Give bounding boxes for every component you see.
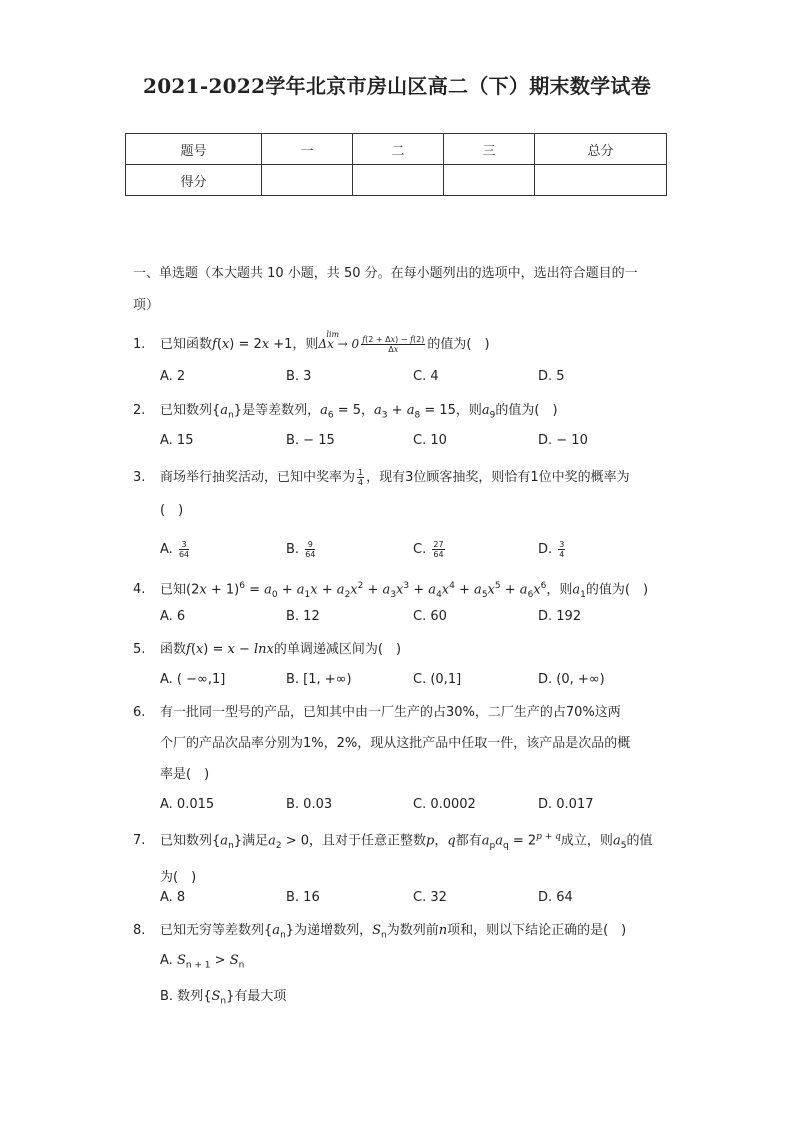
question-text: 的值为( ) <box>427 337 490 352</box>
question-text: 个厂的产品次品率分别为1%，2%，现从这批产品中任取一件，该产品是次品的概 <box>160 736 631 751</box>
option-d[interactable]: D. 64 <box>538 890 573 905</box>
score-cell[interactable] <box>535 165 667 196</box>
option-a[interactable]: A. ( −∞,1] <box>160 672 226 687</box>
question-8: 8. 已知无穷等差数列$\{a_n\}$为递增数列，$S_n$为数列前n项和，则以下结论正确的是( ) <box>133 915 663 952</box>
question-text: ，且对于任意正整数 <box>309 833 427 849</box>
question-text: ，则 <box>546 582 573 598</box>
question-text: 项和，则以下结论正确的是( ) <box>447 923 627 938</box>
question-text: 已知无穷等差数列 <box>160 923 265 938</box>
question-text: 是等差数列， <box>242 403 321 418</box>
options-4 <box>160 609 660 631</box>
option-a[interactable]: A. 6 <box>160 609 186 624</box>
option-c[interactable]: C. (0,1] <box>413 672 462 687</box>
option-d[interactable]: D. (0, +∞) <box>538 672 605 687</box>
question-number: 6. <box>133 705 146 720</box>
option-c[interactable]: C. $\frac{27}{64}$ <box>413 540 444 559</box>
row-label-cell: 得分 <box>126 165 262 196</box>
options-6 <box>160 797 660 819</box>
option-a[interactable]: A. 15 <box>160 433 194 448</box>
options-3 <box>160 540 660 562</box>
question-number: 1. <box>133 337 146 352</box>
question-7: 7. 已知数列$\{a_n\}$满足$a_2 > 0$，且对于任意正整数p，q都有$a_pa_q = 2^{p + q}$成立，则$a_5$的值 为( ) <box>133 822 663 893</box>
section-heading <box>133 258 663 322</box>
header-cell: 一 <box>262 134 353 165</box>
question-text: 有一批同一型号的产品，已知其中由一厂生产的占30%，二厂生产的占70%这两 <box>160 705 621 720</box>
question-text: 商场举行抽奖活动，已知中奖率为 <box>160 470 356 485</box>
question-text: ，则 <box>292 337 319 352</box>
option-d[interactable]: D. 0.017 <box>538 797 594 812</box>
question-text: 的值为( ) <box>495 403 558 418</box>
option-a[interactable]: A. 2 <box>160 369 186 384</box>
question-text: 已知数列 <box>160 403 213 418</box>
options-1 <box>160 369 660 391</box>
header-cell: 二 <box>353 134 444 165</box>
option-text: 有最大项 <box>234 989 287 1004</box>
question-text: 为( ) <box>160 869 197 885</box>
option-c[interactable]: C. 10 <box>413 433 447 448</box>
question-text: 的单调递减区间为( ) <box>273 642 402 657</box>
options-5 <box>160 672 660 694</box>
score-cell[interactable] <box>444 165 535 196</box>
question-text: 已知函数 <box>160 337 213 352</box>
question-2: 2. 已知数列$\{a_n\}$是等差数列，$a_6 = 5$，$a_3 + a_8 = 15$，则$a_9$的值为( ) <box>133 395 663 432</box>
question-text: 满足 <box>242 833 269 849</box>
score-cell[interactable] <box>262 165 353 196</box>
question-text: 率是( ) <box>160 767 210 782</box>
question-number: 3. <box>133 470 146 485</box>
option-c[interactable]: C. 4 <box>413 369 439 384</box>
option-a[interactable]: A. 8 <box>160 890 186 905</box>
question-text: ( ) <box>160 503 184 518</box>
question-text: 已知 <box>160 582 187 598</box>
question-text: 函数 <box>160 642 187 657</box>
option-a[interactable]: A. $\frac{3}{64}$ <box>160 540 190 559</box>
option-d[interactable]: D. 192 <box>538 609 582 624</box>
question-number: 5. <box>133 642 146 657</box>
option-b[interactable]: B. 12 <box>286 609 320 624</box>
question-number: 4. <box>133 582 146 598</box>
question-text: 的值 <box>626 833 653 849</box>
score-table-header-row <box>126 134 667 165</box>
options-2 <box>160 433 660 455</box>
question-5: 5. 函数f(x) = x − lnx的单调递减区间为( ) <box>133 634 663 665</box>
question-text: ，则 <box>455 403 482 418</box>
option-d[interactable]: D. − 10 <box>538 433 588 448</box>
option-d[interactable]: D. 5 <box>538 369 565 384</box>
question-text: 的值为( ) <box>585 582 649 598</box>
score-table-score-row <box>126 165 667 196</box>
option-c[interactable]: C. 0.0002 <box>413 797 476 812</box>
option-c[interactable]: C. 60 <box>413 609 447 624</box>
section-heading-line2: 项） <box>133 298 160 313</box>
option-a[interactable]: A. $S_{n + 1} > S_n$ <box>160 953 245 971</box>
question-text: 成立，则 <box>560 833 613 849</box>
option-b[interactable]: B. [1, +∞) <box>286 672 352 687</box>
question-number: 7. <box>133 833 146 849</box>
option-label: B. 数列 <box>160 989 204 1004</box>
question-1: 1. 已知函数f(x) = 2x +1，则 lim Δx → 0 $\frac{f(2 + \Delta x) - f(2)}{\Delta x}$ 的值为( ) <box>133 329 663 360</box>
question-4: 4. 已知$(2x + 1)^6 = a_0 + a_1x + a_2x^2 + a_3x^3 + a_4x^4 + a_5x^5 + a_6x^6$，则$a_1$的值为( ) <box>133 571 663 611</box>
option-b[interactable]: B. − 15 <box>286 433 335 448</box>
page-title: 2021-2022学年北京市房山区高二（下）期末数学试卷 <box>142 74 652 98</box>
section-heading-line1: 一、单选题（本大题共 10 小题，共 50 分。在每小题列出的选项中，选出符合题目的一 <box>133 266 638 281</box>
score-cell[interactable] <box>353 165 444 196</box>
question-text: 都有 <box>455 833 482 849</box>
score-table <box>125 133 667 196</box>
question-number: 2. <box>133 403 146 418</box>
header-cell: 题号 <box>126 134 262 165</box>
question-text: 已知数列 <box>160 833 213 849</box>
option-label: A. <box>160 953 173 968</box>
option-b[interactable]: B. 3 <box>286 369 312 384</box>
header-cell: 总分 <box>535 134 667 165</box>
option-b[interactable]: B. 16 <box>286 890 320 905</box>
options-7 <box>160 890 660 912</box>
question-text: ，现有3位顾客抽奖，则恰有1位中奖的概率为 <box>366 470 630 485</box>
question-text: 为数列前 <box>386 923 439 938</box>
question-3: 3. 商场举行抽奖活动，已知中奖率为 $\frac{1}{4}$ ，现有3位顾客抽奖，则恰有1位中奖的概率为 ( ) <box>133 462 663 526</box>
option-a[interactable]: A. 0.015 <box>160 797 215 812</box>
option-b[interactable]: B. 0.03 <box>286 797 333 812</box>
option-b[interactable]: B. 数列$\{S_n\}$有最大项 <box>160 989 287 1007</box>
header-cell: 三 <box>444 134 535 165</box>
question-6 <box>133 697 663 790</box>
option-c[interactable]: C. 32 <box>413 890 447 905</box>
question-text: 为递增数列， <box>294 923 373 938</box>
option-d[interactable]: D. $\frac{3}{4}$ <box>538 540 565 559</box>
option-b[interactable]: B. $\frac{9}{64}$ <box>286 540 316 559</box>
question-number: 8. <box>133 923 146 938</box>
